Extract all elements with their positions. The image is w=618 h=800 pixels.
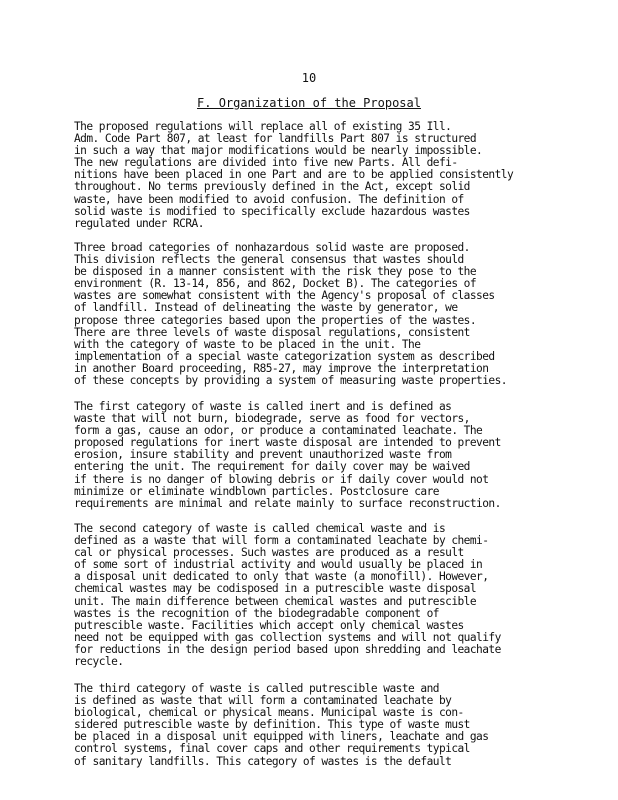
text-line: defined as a waste that will form a contaminated leachate by chemi- — [74, 535, 489, 548]
text-line: throughout. No terms previously defined in the Act, except solid — [74, 181, 470, 194]
text-line: for reductions in the design period based upon shredding and leachate — [74, 643, 501, 656]
text-line: The first category of waste is called inert and is defined as — [74, 401, 452, 413]
section-heading-text: F. Organization of the Proposal — [197, 96, 421, 110]
paragraph-chemical-waste — [74, 523, 554, 668]
text-line: recycle. — [74, 656, 124, 669]
text-line: chemical wastes may be codisposed in a putrescible waste disposal — [74, 583, 477, 596]
text-line: control systems, final cover caps and other requirements typical — [74, 743, 470, 756]
text-line: in such a way that major modifications would be nearly impossible. — [74, 145, 483, 158]
text-line: implementation of a special waste categorization system as described — [74, 350, 495, 363]
text-line: nitions have been placed in one Part and are to be applied consistently — [74, 169, 514, 182]
text-line: be placed in a disposal unit equipped with liners, leachate and gas — [74, 731, 489, 744]
text-line: The proposed regulations will replace all of existing 35 Ill. — [74, 121, 452, 133]
page-number: 10 — [301, 71, 317, 85]
paragraph-putrescible-waste — [74, 683, 554, 768]
text-line: Three broad categories of nonhazardous solid waste are proposed. — [74, 242, 470, 254]
text-line: wastes is the recognition of the biodegradable component of — [74, 607, 439, 620]
text-line: environment (R. 13-14, 856, and 862, Docket B). The categories of — [74, 278, 477, 291]
text-line: There are three levels of waste disposal regulations, consistent — [74, 326, 470, 339]
text-line: minimize or eliminate windblown particles. Postclosure care — [74, 485, 439, 498]
text-line: entering the unit. The requirement for daily cover may be waived — [74, 461, 470, 474]
text-line: waste that will not burn, biodegrade, serve as food for vectors, — [74, 413, 470, 426]
paragraph-categories — [74, 242, 554, 387]
text-line: sidered putrescible waste by definition. This type of waste must — [74, 719, 470, 732]
text-line: cal or physical processes. Such wastes are produced as a result — [74, 547, 464, 560]
text-line: wastes are somewhat consistent with the Agency's proposal of classes — [74, 290, 495, 303]
text-line: The third category of waste is called putrescible waste and — [74, 683, 439, 695]
text-line: propose three categories based upon the properties of the wastes. — [74, 314, 477, 327]
section-heading — [0, 96, 618, 110]
text-line: if there is no danger of blowing debris or if daily cover would not — [74, 473, 489, 486]
paragraph-inert-waste — [74, 401, 554, 510]
text-line: of some sort of industrial activity and would usually be placed in — [74, 559, 483, 572]
text-line: The second category of waste is called chemical waste and is — [74, 523, 446, 535]
text-line: of landfill. Instead of delineating the waste by generator, we — [74, 302, 458, 315]
text-line: with the category of waste to be placed in the unit. The — [74, 338, 421, 351]
text-line: erosion, insure stability and prevent unauthorized waste from — [74, 449, 452, 462]
text-line: proposed regulations for inert waste disposal are intended to prevent — [74, 437, 501, 450]
text-line: form a gas, cause an odor, or produce a contaminated leachate. The — [74, 425, 483, 438]
text-line: putrescible waste. Facilities which accept only chemical wastes — [74, 619, 464, 632]
text-line: The new regulations are divided into five new Parts. All defi- — [74, 157, 458, 170]
text-line: This division reflects the general consensus that wastes should — [74, 254, 464, 267]
text-line: biological, chemical or physical means. Municipal waste is con- — [74, 707, 464, 720]
text-line: need not be equipped with gas collection systems and will not qualify — [74, 631, 501, 644]
text-line: be disposed in a manner consistent with the risk they pose to the — [74, 266, 477, 279]
paragraph-organization — [74, 121, 554, 230]
text-line: a disposal unit dedicated to only that waste (a monofill). However, — [74, 571, 489, 584]
text-line: of these concepts by providing a system of measuring waste properties. — [74, 375, 507, 388]
text-line: waste, have been modified to avoid confusion. The definition of — [74, 193, 464, 206]
text-line: Adm. Code Part 807, at least for landfills Part 807 is structured — [74, 133, 477, 146]
text-line: in another Board proceeding, R85-27, may improve the interpretation — [74, 362, 489, 375]
text-line: is defined as waste that will form a contaminated leachate by — [74, 695, 452, 708]
text-line: of sanitary landfills. This category of wastes is the default — [74, 755, 452, 768]
text-line: requirements are minimal and relate mainly to surface reconstruction. — [74, 497, 501, 510]
text-line: solid waste is modified to specifically exclude hazardous wastes — [74, 205, 470, 218]
text-line: regulated under RCRA. — [74, 217, 204, 230]
text-line: unit. The main difference between chemical wastes and putrescible — [74, 595, 477, 608]
